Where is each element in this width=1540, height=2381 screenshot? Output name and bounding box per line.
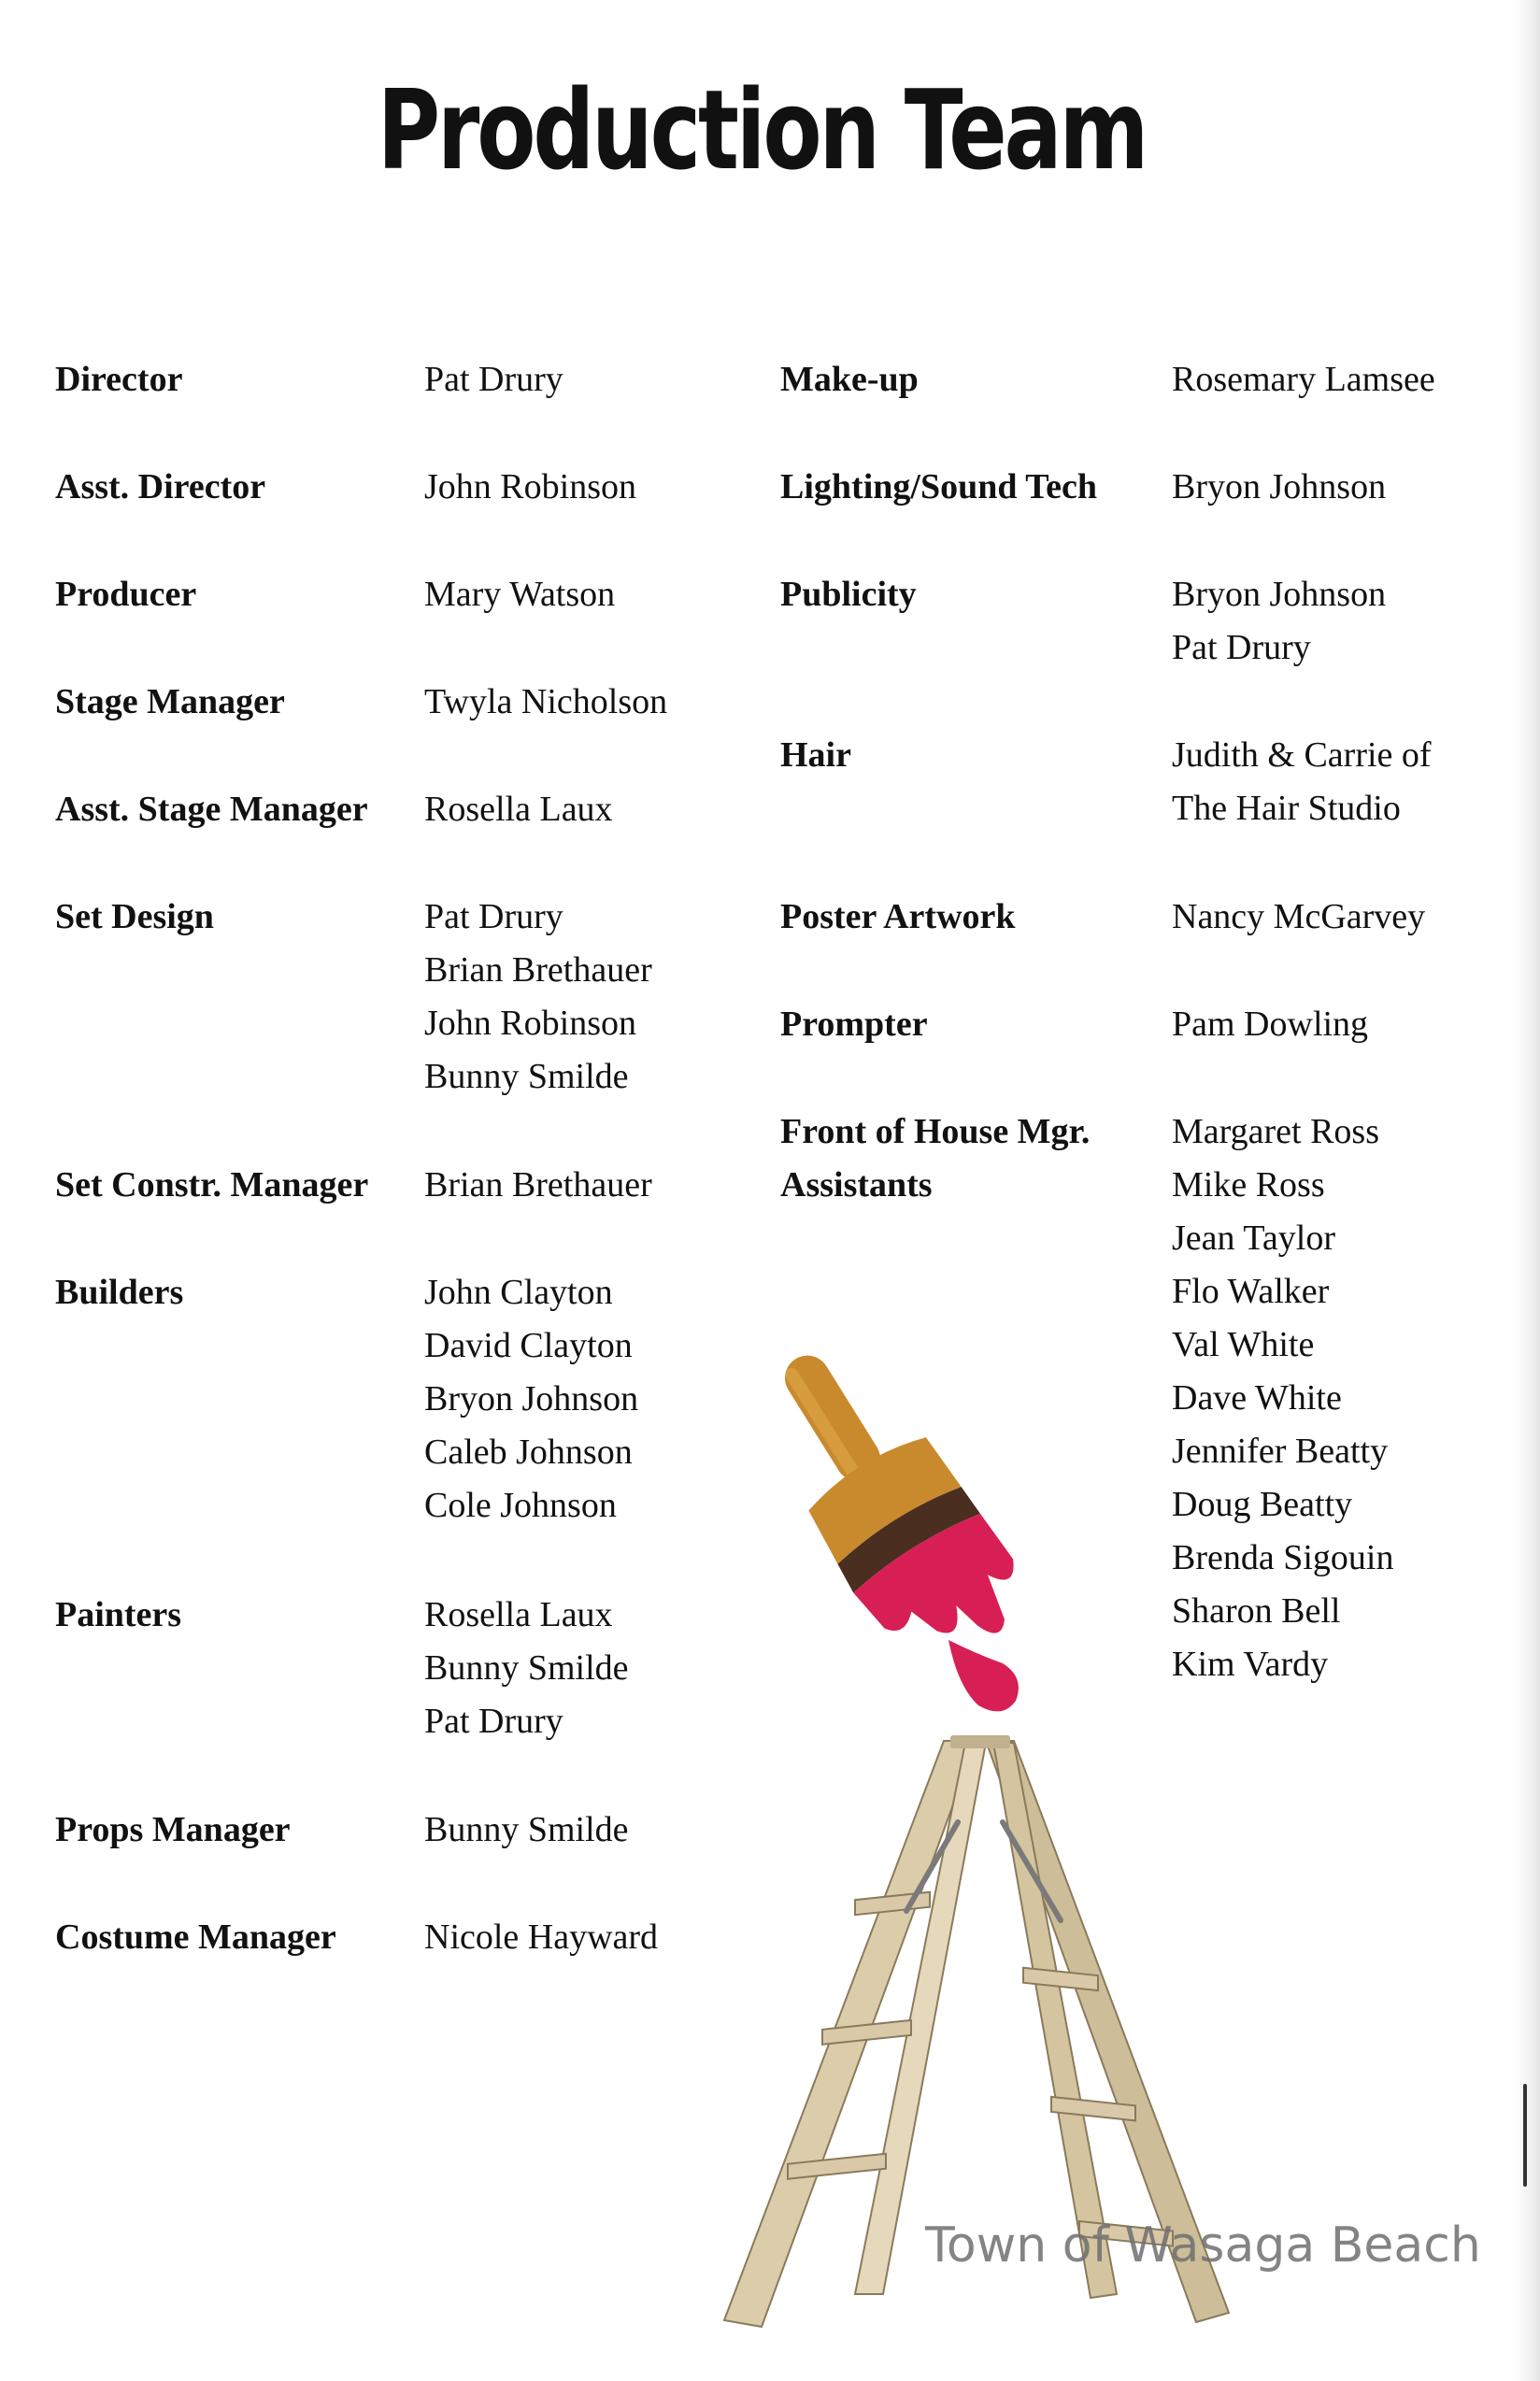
name-list	[424, 891, 652, 1104]
watermark: Town of Wasaga Beach	[925, 2217, 1481, 2274]
name-list	[424, 1804, 629, 1857]
name-list	[424, 1266, 638, 1533]
credit-name: Judith & Carrie of	[1172, 735, 1432, 775]
credit-name: Doug Beatty	[1172, 1485, 1353, 1524]
credit-name: Rosella Laux	[424, 1595, 613, 1634]
credit-name: Twyla Nicholson	[424, 682, 668, 721]
paintbrush-icon	[762, 1332, 1042, 1724]
name-list	[424, 1911, 658, 1964]
credit-name: Bunny Smilde	[424, 1810, 629, 1849]
role-label: Painters	[55, 1595, 182, 1634]
name-list	[1172, 353, 1435, 406]
credit-name: Nicole Hayward	[424, 1918, 659, 1957]
role-label: Hair	[780, 735, 851, 775]
name-list	[424, 461, 636, 514]
role-label: Publicity	[780, 575, 917, 614]
credit-name: David Clayton	[424, 1326, 633, 1365]
role-label: Set Constr. Manager	[55, 1165, 369, 1205]
credit-name: John Clayton	[424, 1273, 613, 1312]
name-list	[1172, 998, 1368, 1051]
credit-name: Brenda Sigouin	[1172, 1538, 1394, 1577]
name-list	[424, 568, 615, 621]
credit-name: Mary Watson	[424, 575, 616, 614]
credit-name: Jennifer Beatty	[1172, 1432, 1389, 1471]
credit-name: Bryon Johnson	[424, 1379, 639, 1419]
role-label: Costume Manager	[55, 1918, 336, 1957]
credit-name: Brian Brethauer	[424, 950, 652, 990]
role-label: Make-up	[780, 360, 919, 399]
credit-name: Margaret Ross	[1172, 1112, 1379, 1151]
credit-name: Val White	[1172, 1325, 1315, 1364]
credit-name: Mike Ross	[1172, 1165, 1325, 1205]
name-list	[1172, 891, 1425, 944]
role-label: Asst. Stage Manager	[55, 790, 368, 829]
name-list	[1172, 1105, 1379, 1159]
credit-name: Cole Johnson	[424, 1486, 617, 1525]
credit-name: Flo Walker	[1172, 1272, 1330, 1311]
name-list	[1172, 568, 1386, 675]
credit-name: Rosemary Lamsee	[1172, 360, 1435, 399]
name-list	[424, 676, 667, 729]
credit-name: John Robinson	[424, 1004, 636, 1043]
role-label: Assistants	[780, 1165, 933, 1205]
credit-name: Sharon Bell	[1172, 1591, 1341, 1631]
name-list	[424, 783, 613, 836]
credit-name: Jean Taylor	[1172, 1219, 1335, 1258]
credit-name: Pam Dowling	[1172, 1005, 1369, 1044]
credit-name: Dave White	[1172, 1378, 1342, 1418]
credit-name: Rosella Laux	[424, 790, 613, 829]
credit-name: The Hair Studio	[1172, 789, 1401, 828]
page-edge-mark	[1523, 2084, 1527, 2187]
credit-name: Nancy McGarvey	[1172, 897, 1426, 936]
credit-name: Pat Drury	[1172, 628, 1311, 667]
name-list	[424, 1589, 629, 1748]
credit-name: Brian Brethauer	[424, 1165, 652, 1205]
credit-name: Bunny Smilde	[424, 1648, 629, 1688]
role-label: Asst. Director	[55, 467, 266, 506]
credit-name: Caleb Johnson	[424, 1433, 633, 1472]
credit-name: Bunny Smilde	[424, 1057, 629, 1096]
role-label: Lighting/Sound Tech	[780, 467, 1098, 506]
name-list	[1172, 1159, 1393, 1691]
role-label: Producer	[55, 575, 197, 614]
role-label: Props Manager	[55, 1810, 291, 1849]
role-label: Stage Manager	[55, 682, 285, 721]
role-label: Prompter	[780, 1005, 928, 1044]
credit-name: John Robinson	[424, 467, 636, 506]
credit-name: Pat Drury	[424, 360, 563, 399]
page-edge	[1514, 0, 1540, 2381]
name-list	[1172, 461, 1386, 514]
role-label: Director	[55, 360, 183, 399]
page-title: Production Team	[377, 65, 1147, 194]
role-label: Poster Artwork	[780, 897, 1016, 936]
name-list	[1172, 729, 1432, 835]
credit-name: Bryon Johnson	[1172, 467, 1387, 506]
credit-name: Kim Vardy	[1172, 1645, 1329, 1684]
name-list	[424, 1159, 652, 1212]
role-label: Set Design	[55, 897, 214, 936]
role-label: Front of House Mgr.	[780, 1112, 1091, 1151]
credit-name: Pat Drury	[424, 897, 563, 936]
credit-name: Bryon Johnson	[1172, 575, 1387, 614]
name-list	[424, 353, 563, 406]
role-label: Builders	[55, 1273, 184, 1312]
credit-name: Pat Drury	[424, 1702, 563, 1741]
